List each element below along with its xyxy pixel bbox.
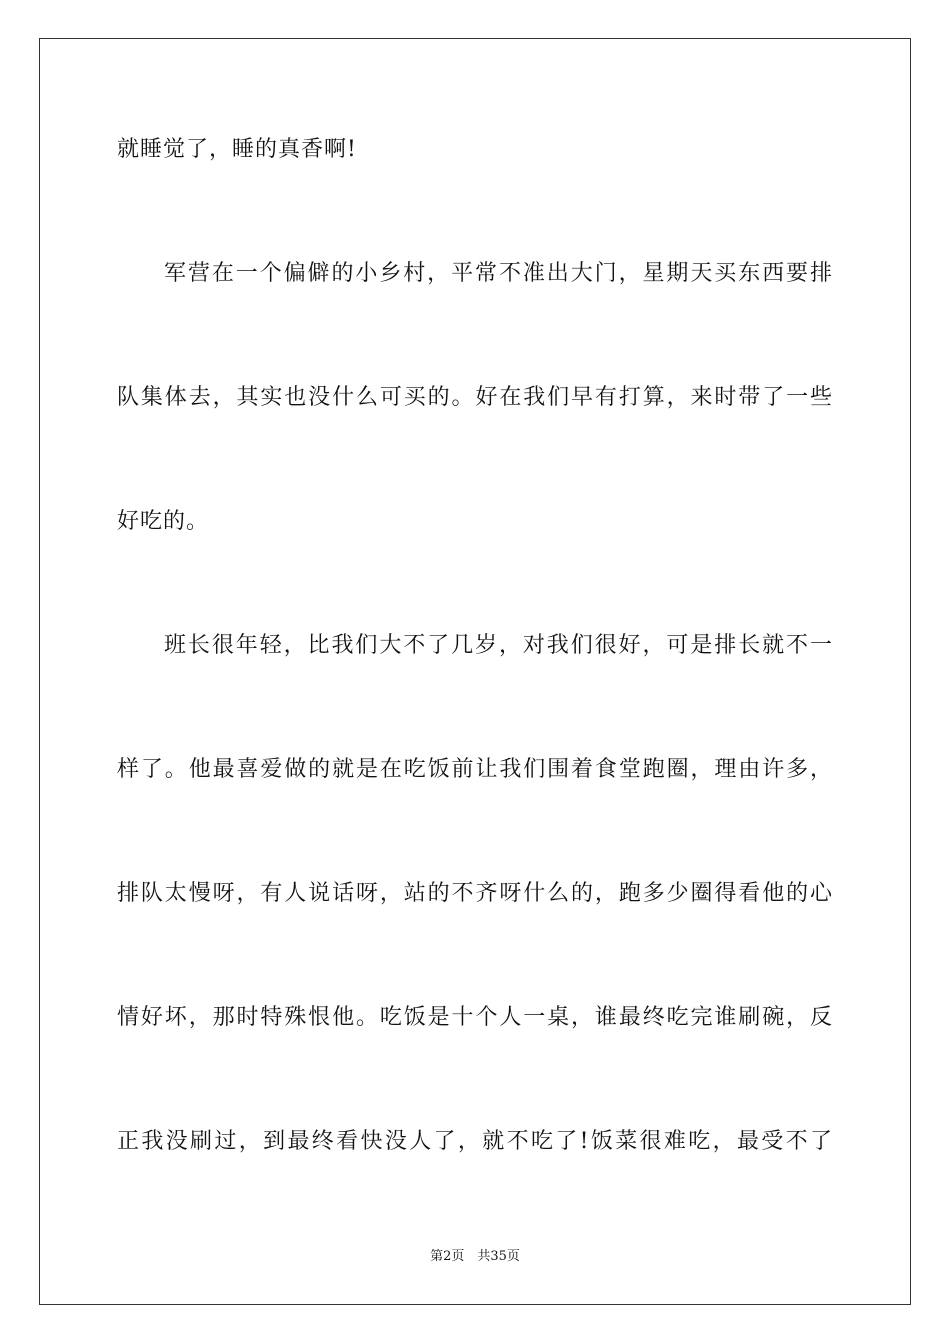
text-line-8: 情好坏，那时特殊恨他。吃饭是十个人一桌，谁最终吃完谁刷碗，反 [117,1005,833,1030]
text-line-6: 样了。他最喜爱做的就是在吃饭前让我们围着食堂跑圈，理由许多， [117,757,833,782]
text-line-4: 好吃的。 [117,509,210,534]
text-line-2: 军营在一个偏僻的小乡村，平常不准出大门，星期天买东西要排 [164,261,833,286]
text-line-1: 就睡觉了，睡的真香啊! [117,137,357,162]
page-border [39,38,911,1305]
text-line-9: 正我没刷过，到最终看快没人了，就不吃了!饭菜很难吃，最受不了 [117,1129,833,1154]
text-line-3: 队集体去，其实也没什么可买的。好在我们早有打算，来时带了一些 [117,385,833,410]
text-line-5: 班长很年轻，比我们大不了几岁，对我们很好，可是排长就不一 [164,633,833,658]
page-number-footer: 第2页 共35页 [430,1249,520,1264]
text-line-7: 排队太慢呀，有人说话呀，站的不齐呀什么的，跑多少圈得看他的心 [117,881,833,906]
